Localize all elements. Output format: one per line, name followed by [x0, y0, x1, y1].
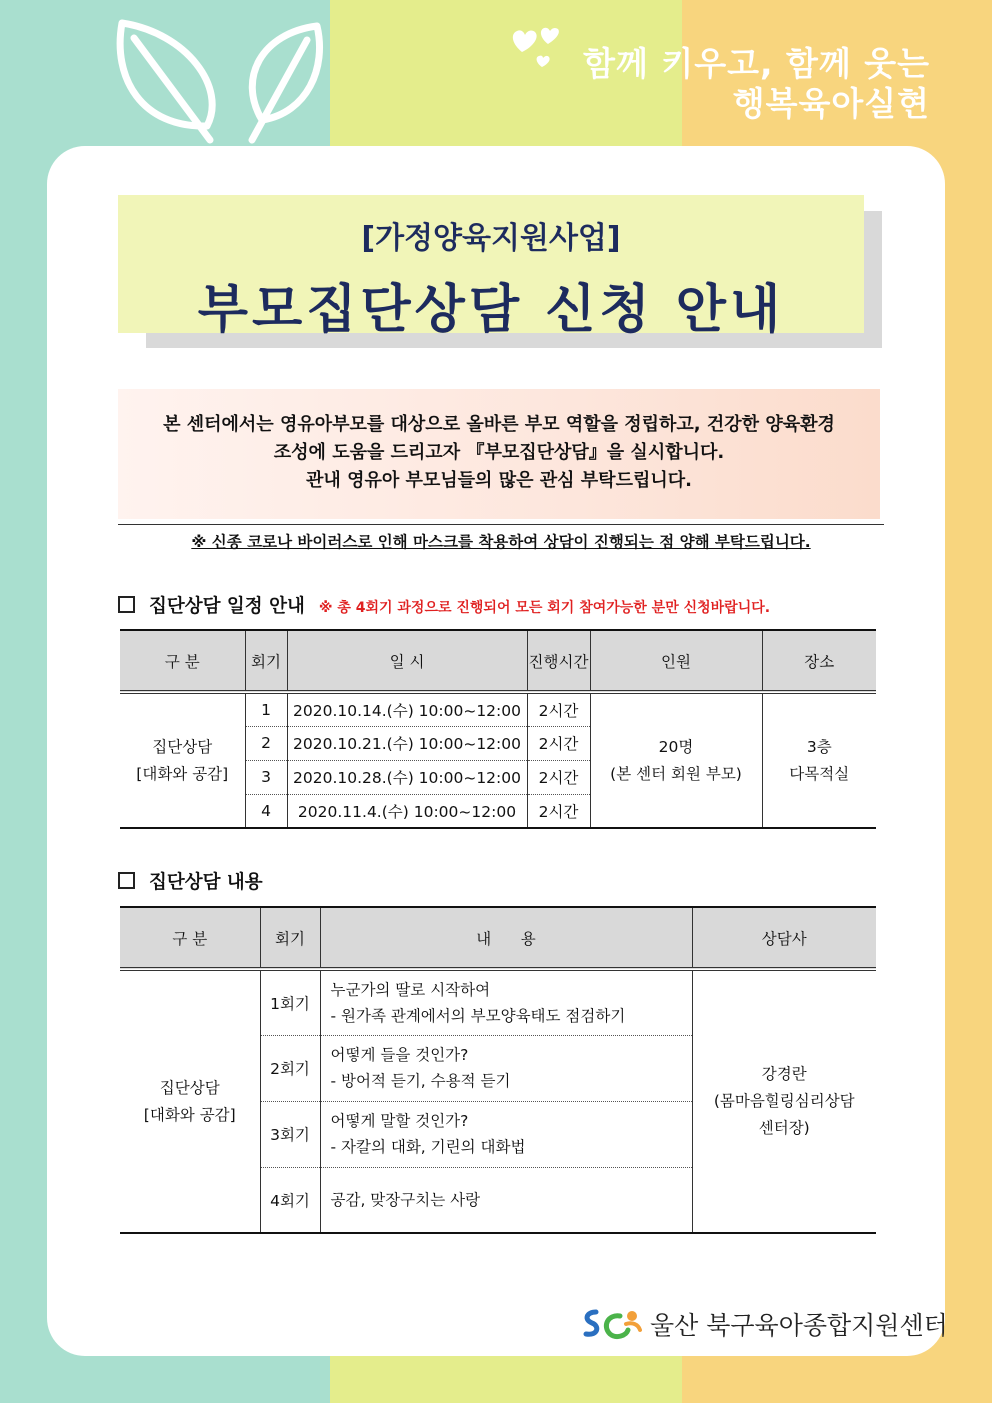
datetime-cell: 2020.11.4.(수) 10:00~12:00 [287, 794, 527, 828]
content-header: 회기 [260, 907, 320, 969]
checkbox-icon [118, 596, 135, 613]
duration-cell: 2시간 [527, 794, 590, 828]
datetime-cell: 2020.10.28.(수) 10:00~12:00 [287, 760, 527, 794]
content-header: 상담사 [692, 907, 876, 969]
schedule-heading [118, 592, 770, 618]
place-cell: 3층 다목적실 [762, 692, 876, 828]
session-cell: 1 [245, 692, 287, 726]
footer-org-name: 울산 북구육아종합지원센터 [650, 1311, 948, 1340]
counselor-cell: 강경란 (몸마음힐링심리상담 센터장) [692, 969, 876, 1233]
people-cell: 20명 (본 센터 회원 부모) [590, 692, 762, 828]
content-cell: 어떻게 들을 것인가? - 방어적 듣기, 수용적 듣기 [320, 1035, 692, 1101]
intro-line2: 조성에 도움을 드리고자 『부모집단상담』을 실시합니다. [273, 442, 725, 463]
notice-text: ※ 신종 코로나 바이러스로 인해 마스크를 착용하여 상담이 진행되는 점 양해 부탁드립니다. [191, 533, 811, 551]
duration-cell: 2시간 [527, 760, 590, 794]
table-row [120, 692, 876, 726]
schedule-heading-text: 집단상담 일정 안내 [149, 596, 305, 617]
session-cell: 3회기 [260, 1101, 320, 1167]
schedule-table [120, 629, 876, 829]
checkbox-icon [118, 872, 135, 889]
content-table [120, 906, 876, 1234]
intro-box [118, 389, 880, 519]
session-cell: 4회기 [260, 1167, 320, 1233]
datetime-cell: 2020.10.14.(수) 10:00~12:00 [287, 692, 527, 726]
content-heading [118, 868, 263, 894]
intro-line3: 관내 영유아 부모님들의 많은 관심 부탁드립니다. [306, 470, 692, 491]
duration-cell: 2시간 [527, 726, 590, 760]
leaf-icon [112, 18, 332, 148]
page-title: 부모집단상담 신청 안내 [197, 280, 785, 340]
schedule-header: 일 시 [287, 630, 527, 692]
session-cell: 2회기 [260, 1035, 320, 1101]
slogan-line1: 함께 키우고, 함께 웃는 [583, 44, 930, 83]
content-category: 집단상담 [대화와 공감] [120, 969, 260, 1233]
slogan-line2: 행복육아실현 [732, 84, 930, 123]
intro-line1: 본 센터에서는 영유아부모를 대상으로 올바른 부모 역할을 정립하고, 건강한 양육환경 [163, 414, 835, 435]
divider [118, 524, 884, 525]
session-cell: 3 [245, 760, 287, 794]
schedule-header: 장소 [762, 630, 876, 692]
content-cell: 누군가의 딸로 시작하여 - 원가족 관계에서의 부모양육태도 점검하기 [320, 969, 692, 1035]
content-header: 내 용 [320, 907, 692, 969]
session-cell: 4 [245, 794, 287, 828]
content-cell: 공감, 맞장구치는 사랑 [320, 1167, 692, 1233]
heart-icon [508, 22, 578, 70]
session-cell: 2 [245, 726, 287, 760]
schedule-note: ※ 총 4회기 과정으로 진행되어 모든 회기 참여가능한 분만 신청바랍니다. [318, 600, 771, 616]
content-cell: 어떻게 말할 것인가? - 자칼의 대화, 기린의 대화법 [320, 1101, 692, 1167]
content-heading-text: 집단상담 내용 [149, 872, 263, 893]
org-logo-icon [582, 1304, 642, 1344]
table-row [120, 969, 876, 1035]
content-header: 구 분 [120, 907, 260, 969]
duration-cell: 2시간 [527, 692, 590, 726]
session-cell: 1회기 [260, 969, 320, 1035]
schedule-header: 인원 [590, 630, 762, 692]
datetime-cell: 2020.10.21.(수) 10:00~12:00 [287, 726, 527, 760]
schedule-category: 집단상담 [대화와 공감] [120, 692, 245, 828]
title-box [118, 195, 864, 340]
schedule-header: 진행시간 [527, 630, 590, 692]
slogan [583, 44, 930, 124]
schedule-header: 회기 [245, 630, 287, 692]
title-sub: [가정양육지원사업] [361, 221, 621, 256]
schedule-header: 구 분 [120, 630, 245, 692]
